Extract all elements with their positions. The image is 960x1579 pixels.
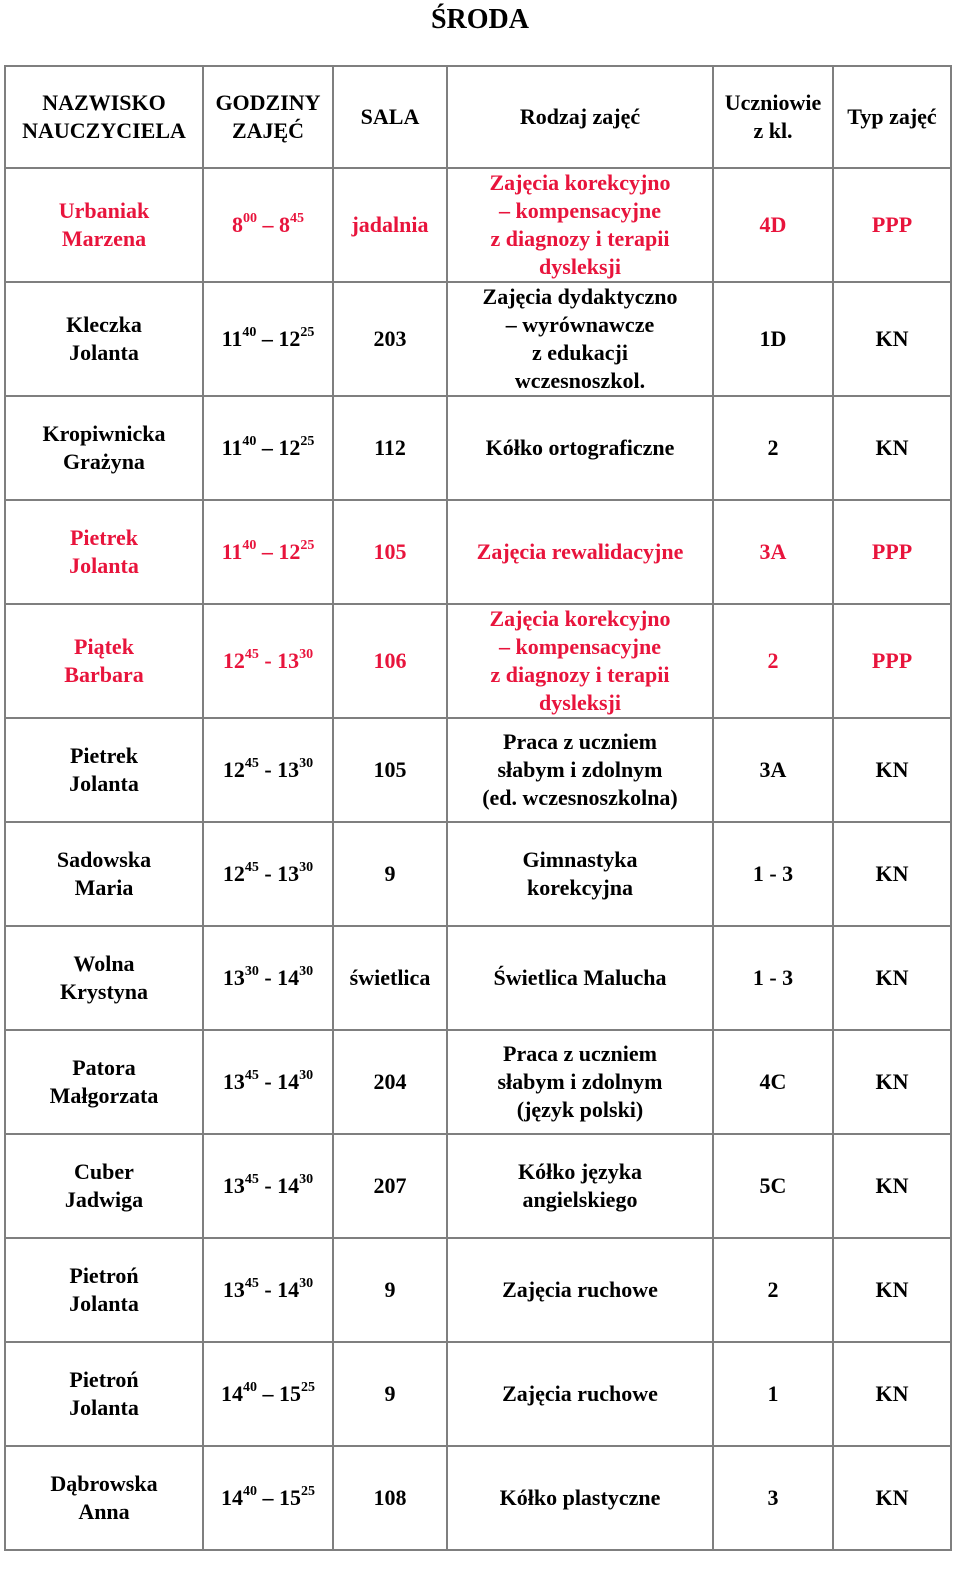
type-cell: KN — [833, 718, 951, 822]
type-cell: KN — [833, 926, 951, 1030]
hours-cell: $14^{40} - 15^{25}$ — [203, 1446, 333, 1550]
room-cell: 105 — [333, 718, 447, 822]
room-cell: 203 — [333, 282, 447, 396]
table-row — [5, 396, 951, 500]
hours-cell: $11^{40} - 12^{25}$ — [203, 282, 333, 396]
hours-cell: $12^{45} - 13^{30}$ — [203, 718, 333, 822]
activity-cell: Praca z uczniem słabym i zdolnym (ed. wczesnoszkolna) — [447, 718, 713, 822]
students-cell: 1 - 3 — [713, 822, 833, 926]
hours-cell: $11^{40} - 12^{25}$ — [203, 500, 333, 604]
type-cell: KN — [833, 1342, 951, 1446]
hours-cell: $12^{45} - 13^{30}$ — [203, 822, 333, 926]
hours-cell: $8^{00} - 8^{45}$ — [203, 168, 333, 282]
table-row — [5, 926, 951, 1030]
teacher-name: Pietroń Jolanta — [5, 1342, 203, 1446]
table-row — [5, 282, 951, 396]
activity-cell: Zajęcia korekcyjno – kompensacyjne z diagnozy i terapii dysleksji — [447, 604, 713, 718]
students-cell: 2 — [713, 396, 833, 500]
students-cell: 2 — [713, 604, 833, 718]
header-type: Typ zajęć — [833, 66, 951, 168]
table-row — [5, 604, 951, 718]
schedule-table — [4, 65, 952, 1551]
table-row — [5, 1030, 951, 1134]
type-cell: KN — [833, 1446, 951, 1550]
room-cell: świetlica — [333, 926, 447, 1030]
table-row — [5, 718, 951, 822]
activity-cell: Zajęcia korekcyjno – kompensacyjne z diagnozy i terapii dysleksji — [447, 168, 713, 282]
type-cell: KN — [833, 822, 951, 926]
hours-cell: $13^{45} - 14^{30}$ — [203, 1030, 333, 1134]
room-cell: 9 — [333, 1342, 447, 1446]
teacher-name: Patora Małgorzata — [5, 1030, 203, 1134]
table-row — [5, 1446, 951, 1550]
hours-cell: $12^{45} - 13^{30}$ — [203, 604, 333, 718]
students-cell: 1 — [713, 1342, 833, 1446]
students-cell: 5C — [713, 1134, 833, 1238]
type-cell: KN — [833, 282, 951, 396]
hours-cell: $11^{40} - 12^{25}$ — [203, 396, 333, 500]
activity-cell: Zajęcia dydaktyczno – wyrównawcze z edukacji wczesnoszkol. — [447, 282, 713, 396]
room-cell: 106 — [333, 604, 447, 718]
students-cell: 3A — [713, 718, 833, 822]
header-hours: GODZINY ZAJĘĆ — [203, 66, 333, 168]
room-cell: 112 — [333, 396, 447, 500]
activity-cell: Gimnastyka korekcyjna — [447, 822, 713, 926]
hours-cell: $13^{45} - 14^{30}$ — [203, 1134, 333, 1238]
type-cell: KN — [833, 1134, 951, 1238]
type-cell: PPP — [833, 604, 951, 718]
teacher-name: Dąbrowska Anna — [5, 1446, 203, 1550]
page-title: ŚRODA — [430, 4, 529, 35]
room-cell: 9 — [333, 1238, 447, 1342]
teacher-name: Pietrek Jolanta — [5, 500, 203, 604]
students-cell: 1 - 3 — [713, 926, 833, 1030]
activity-cell: Zajęcia rewalidacyjne — [447, 500, 713, 604]
hours-cell: $13^{45} - 14^{30}$ — [203, 1238, 333, 1342]
table-row — [5, 1238, 951, 1342]
teacher-name: Sadowska Maria — [5, 822, 203, 926]
activity-cell: Zajęcia ruchowe — [447, 1342, 713, 1446]
teacher-name: Pietroń Jolanta — [5, 1238, 203, 1342]
activity-cell: Świetlica Malucha — [447, 926, 713, 1030]
room-cell: 204 — [333, 1030, 447, 1134]
table-row — [5, 168, 951, 282]
students-cell: 3A — [713, 500, 833, 604]
students-cell: 4D — [713, 168, 833, 282]
hours-cell: $13^{30} - 14^{30}$ — [203, 926, 333, 1030]
table-row — [5, 500, 951, 604]
room-cell: 9 — [333, 822, 447, 926]
room-cell: 105 — [333, 500, 447, 604]
students-cell: 2 — [713, 1238, 833, 1342]
type-cell: PPP — [833, 168, 951, 282]
room-cell: 207 — [333, 1134, 447, 1238]
table-row — [5, 1134, 951, 1238]
students-cell: 3 — [713, 1446, 833, 1550]
teacher-name: Cuber Jadwiga — [5, 1134, 203, 1238]
teacher-name: Pietrek Jolanta — [5, 718, 203, 822]
students-cell: 1D — [713, 282, 833, 396]
activity-cell: Kółko ortograficzne — [447, 396, 713, 500]
type-cell: KN — [833, 1030, 951, 1134]
header-room: SALA — [333, 66, 447, 168]
table-row — [5, 822, 951, 926]
teacher-name: Piątek Barbara — [5, 604, 203, 718]
students-cell: 4C — [713, 1030, 833, 1134]
activity-cell: Praca z uczniem słabym i zdolnym (język polski) — [447, 1030, 713, 1134]
header-students: Uczniowie z kl. — [713, 66, 833, 168]
teacher-name: Kleczka Jolanta — [5, 282, 203, 396]
header-activity: Rodzaj zajęć — [447, 66, 713, 168]
header-teacher: NAZWISKO NAUCZYCIELA — [5, 66, 203, 168]
type-cell: KN — [833, 1238, 951, 1342]
activity-cell: Kółko plastyczne — [447, 1446, 713, 1550]
header-row — [5, 66, 951, 168]
room-cell: 108 — [333, 1446, 447, 1550]
type-cell: KN — [833, 396, 951, 500]
hours-cell: $14^{40} - 15^{25}$ — [203, 1342, 333, 1446]
table-row — [5, 1342, 951, 1446]
teacher-name: Kropiwnicka Grażyna — [5, 396, 203, 500]
room-cell: jadalnia — [333, 168, 447, 282]
teacher-name: Wolna Krystyna — [5, 926, 203, 1030]
activity-cell: Kółko języka angielskiego — [447, 1134, 713, 1238]
type-cell: PPP — [833, 500, 951, 604]
activity-cell: Zajęcia ruchowe — [447, 1238, 713, 1342]
teacher-name: Urbaniak Marzena — [5, 168, 203, 282]
